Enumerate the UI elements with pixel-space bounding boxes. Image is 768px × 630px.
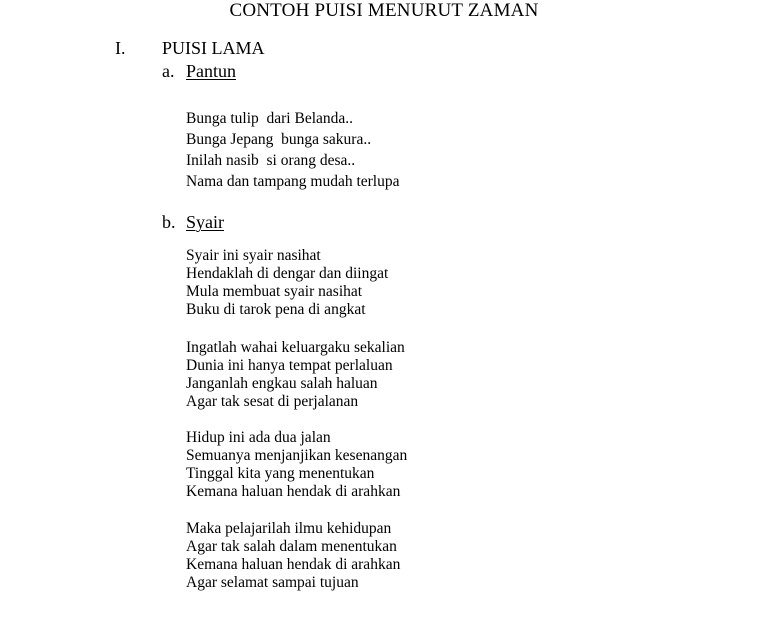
verse-line: Tinggal kita yang menentukan (186, 465, 375, 482)
syair-stanza-4 (186, 520, 400, 592)
verse-line: Hendaklah di dengar dan diingat (186, 265, 389, 282)
verse-line: Bunga Jepang bunga sakura.. (186, 131, 372, 148)
verse-line: Agar tak sesat di perjalanan (186, 393, 359, 410)
pantun-heading: Pantun (186, 61, 237, 81)
verse-line: Inilah nasib si orang desa.. (186, 152, 356, 169)
verse-line: Janganlah engkau salah haluan (186, 375, 378, 392)
verse-line: Semuanya menjanjikan kesenangan (186, 447, 408, 464)
verse-line: Dunia ini hanya tempat perlaluan (186, 357, 393, 374)
pantun-stanza (186, 108, 399, 192)
syair-stanza-3 (186, 429, 407, 501)
verse-line: Agar tak salah dalam menentukan (186, 538, 397, 555)
verse-line: Nama dan tampang mudah terlupa (186, 173, 400, 190)
section-title: PUISI LAMA (162, 38, 265, 58)
syair-letter: b. (162, 212, 176, 232)
verse-line: Kemana haluan hendak di arahkan (186, 483, 401, 500)
verse-line: Maka pelajarilah ilmu kehidupan (186, 520, 392, 537)
verse-line: Bunga tulip dari Belanda.. (186, 110, 354, 127)
section-number: I. (115, 38, 126, 58)
syair-stanza-1 (186, 247, 388, 319)
syair-heading: Syair (186, 212, 224, 232)
verse-line: Mula membuat syair nasihat (186, 283, 363, 300)
verse-line: Agar selamat sampai tujuan (186, 574, 359, 591)
verse-line: Buku di tarok pena di angkat (186, 301, 366, 318)
verse-line: Syair ini syair nasihat (186, 247, 321, 264)
syair-stanza-2 (186, 339, 405, 411)
verse-line: Ingatlah wahai keluargaku sekalian (186, 339, 405, 356)
verse-line: Kemana haluan hendak di arahkan (186, 556, 401, 573)
verse-line: Hidup ini ada dua jalan (186, 429, 331, 446)
document-title: CONTOH PUISI MENURUT ZAMAN (229, 0, 539, 21)
pantun-letter: a. (162, 61, 175, 81)
